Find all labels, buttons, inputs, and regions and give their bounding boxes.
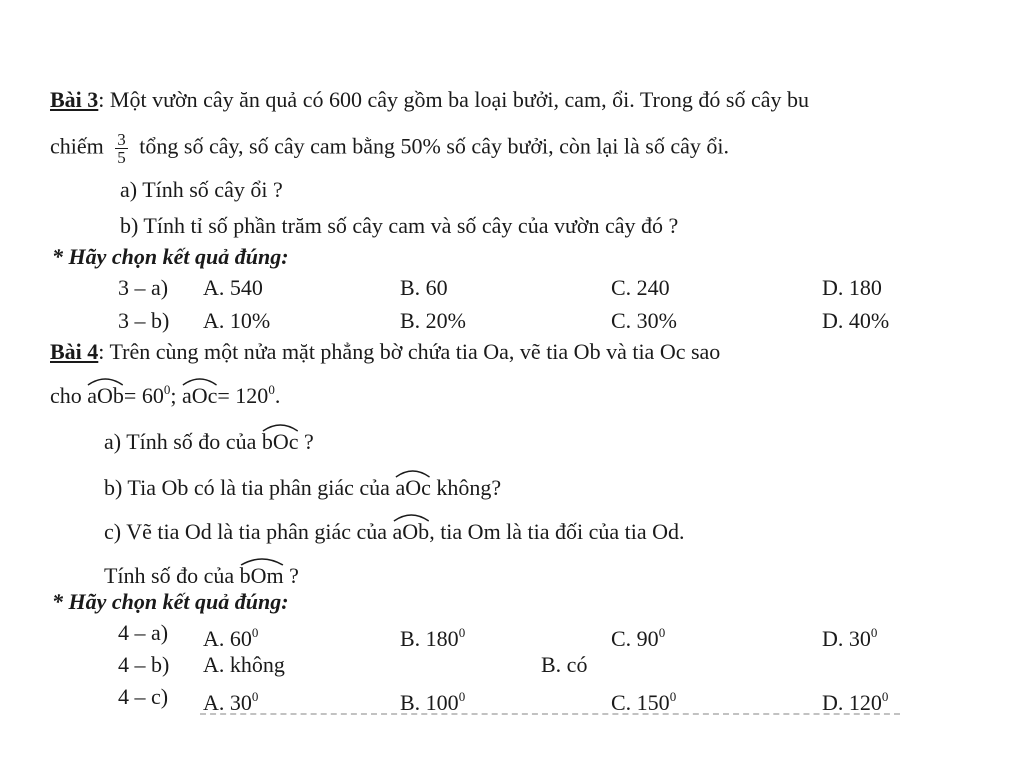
option-d: D. $120^0$ (822, 689, 889, 715)
option-d: D. 40% (822, 308, 890, 333)
angle-aoc-value: = $120^0$. (217, 382, 281, 408)
bai3-text-2-pre: chiếm (50, 133, 104, 159)
bai4-question-c: c) Vẽ tia Od là tia phân giác của aOb, tia Om là tia đối của tia Od. (104, 512, 685, 546)
bai4-choose-heading: * Hãy chọn kết quả đúng: (52, 589, 289, 614)
bai4-text-1: : Trên cùng một nửa mặt phẳng bờ chứa tia Oa, vẽ tia Ob và tia Oc sao (98, 339, 721, 364)
bai3-choose-heading: * Hãy chọn kết quả đúng: (52, 244, 289, 269)
option-d: D. $30^0$ (822, 625, 878, 651)
bai4-label: Bài 4 (50, 339, 99, 364)
row-label: 4 – a) (118, 620, 169, 645)
bai3-line1 (50, 86, 809, 114)
bai4-line1 (50, 338, 720, 366)
bai4-line2 (50, 376, 280, 410)
row-label: 3 – a) (118, 275, 169, 300)
option-d: D. 180 (822, 275, 882, 300)
angle-aoc: aOc (182, 376, 217, 410)
bai3-text-1: : Một vườn cây ăn quả có 600 cây gồm ba loại bưởi, cam, ổi. Trong đó số cây bu (98, 87, 809, 112)
bai3-question-a: a) Tính số cây ổi ? (120, 177, 283, 202)
bai3-question-b: b) Tính tỉ số phần trăm số cây cam và số cây của vườn cây đó ? (120, 213, 679, 238)
option-c: C. 240 (611, 275, 670, 300)
option-b: B. $180^0$ (400, 625, 466, 651)
cut-off-text-line (200, 713, 900, 719)
fraction-denominator: 5 (117, 148, 126, 167)
angle-bom: bOm (240, 556, 284, 590)
bai3-text-2-post: tổng số cây, số cây cam bằng 50% số cây bưởi, còn lại là số cây ổi. (139, 133, 729, 159)
bai4-text-2-pre: cho (50, 383, 82, 408)
option-a: A. không (203, 652, 285, 677)
bai4-question-d: Tính số đo của bOm ? (104, 556, 299, 590)
angle-boc: bOc (262, 422, 299, 456)
row-label: 3 – b) (118, 308, 170, 333)
angle-aoc-2: aOc (395, 468, 430, 502)
fraction-three-fifths (115, 131, 128, 166)
option-a: A. 540 (203, 275, 263, 300)
row-label: 4 – c) (118, 684, 169, 709)
option-b: B. 20% (400, 308, 466, 333)
bai3-line2 (50, 131, 729, 166)
bai4-question-a: a) Tính số đo của bOc ? (104, 422, 314, 456)
row-label: 4 – b) (118, 652, 170, 677)
option-b: B. $100^0$ (400, 689, 466, 715)
option-c: C. $150^0$ (611, 689, 677, 715)
option-b: B. có (541, 652, 588, 677)
option-c: C. 30% (611, 308, 677, 333)
option-a: A. 10% (203, 308, 271, 333)
option-a: A. $60^0$ (203, 625, 259, 651)
fraction-numerator: 3 (117, 130, 126, 149)
angle-aob-value: = $60^0$; (123, 382, 177, 408)
option-a: A. $30^0$ (203, 689, 259, 715)
option-b: B. 60 (400, 275, 448, 300)
option-c: C. $90^0$ (611, 625, 666, 651)
bai3-label: Bài 3 (50, 87, 99, 112)
angle-aob-2: aOb (393, 512, 430, 546)
bai4-question-b: b) Tia Ob có là tia phân giác của aOc không? (104, 468, 501, 502)
angle-aob: aOb (87, 376, 124, 410)
